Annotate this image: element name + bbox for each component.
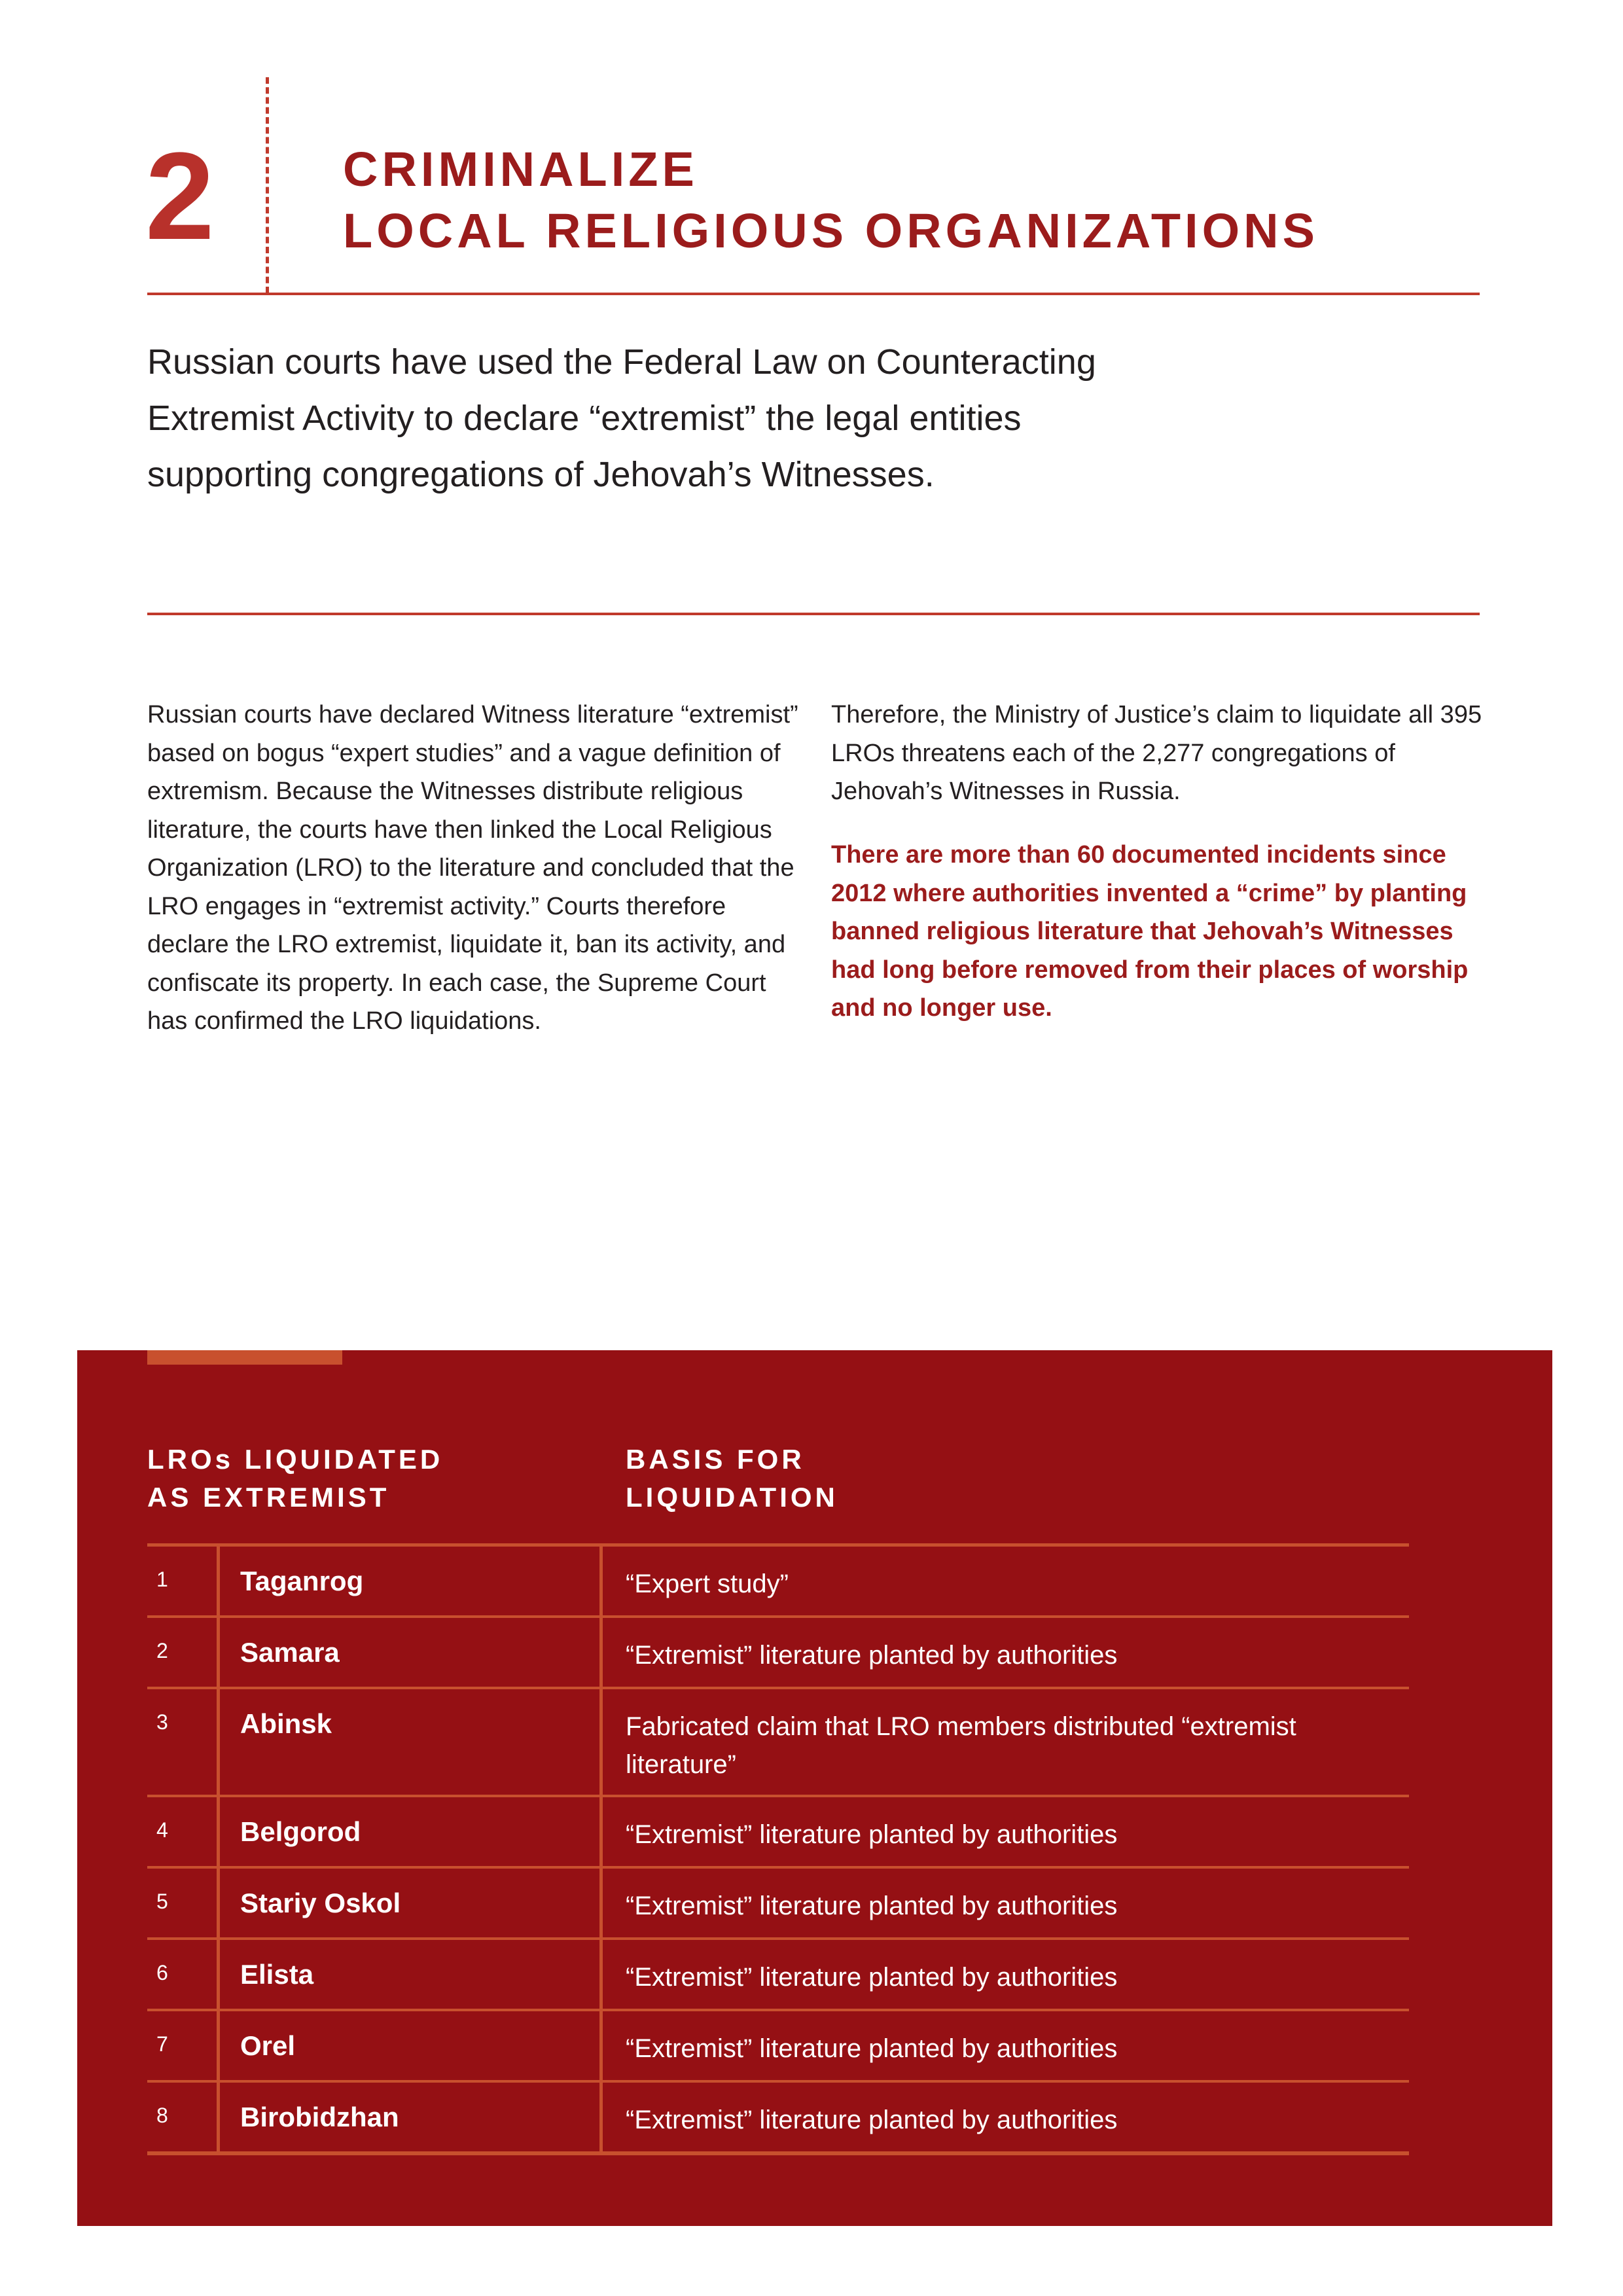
row-basis: “Extremist” literature planted by authorities: [626, 1963, 1118, 1992]
row-city: Taganrog: [240, 1566, 364, 1596]
row-number: 8: [156, 2104, 168, 2127]
dashed-divider: [266, 77, 269, 293]
top-rule: [147, 293, 1480, 295]
row-basis: “Extremist” literature planted by authorities: [626, 1892, 1118, 1920]
table-row: [147, 2011, 1409, 2083]
table-row: [147, 2083, 1409, 2155]
row-number: 3: [156, 1710, 168, 1734]
column-header-basis: [626, 1441, 838, 1516]
row-basis: “Extremist” literature planted by authorities: [626, 1820, 1118, 1849]
row-number: 1: [156, 1568, 168, 1591]
column-header-lros: [147, 1441, 443, 1516]
section-number: 2: [145, 127, 215, 266]
mid-rule: [147, 613, 1480, 615]
table-row: [147, 1618, 1409, 1689]
table-row: [147, 1547, 1409, 1618]
row-city: Birobidzhan: [240, 2102, 399, 2132]
table-row: [147, 1797, 1409, 1869]
intro-text: Russian courts have used the Federal Law on Counteracting Extremist Activity to declare “extremist” the legal entities supporting congregations of Jehovah’s Witnesses.: [147, 342, 1096, 494]
row-city: Abinsk: [240, 1708, 332, 1739]
row-number: 6: [156, 1961, 168, 1984]
row-basis: “Extremist” literature planted by authorities: [626, 2106, 1118, 2134]
body-left-paragraph: Russian courts have declared Witness literature “extremist” based on bogus “expert studies” and a vague definition of extremism. Because the Witnesses distribute religious literature, the courts have then linked the Local Religious Organization (LRO) to the literature and concluded that the LRO engages in “extremist activity.” Courts therefore declare the LRO extremist, liquidate it, ban its activity, and confiscate its property. In each case, the Supreme Court has confirmed the LRO liquidations.: [147, 701, 798, 1035]
row-number: 5: [156, 1890, 168, 1913]
panel-accent-bar: [147, 1350, 342, 1365]
table-row: [147, 1689, 1409, 1797]
row-city: Stariy Oskol: [240, 1888, 401, 1918]
row-city: Belgorod: [240, 1816, 361, 1847]
row-basis: “Expert study”: [626, 1570, 789, 1598]
row-basis: “Extremist” literature planted by authorities: [626, 1641, 1118, 1670]
section-title: [343, 139, 1319, 262]
row-basis: Fabricated claim that LRO members distributed “extremist literature”: [626, 1712, 1296, 1779]
table-row: [147, 1869, 1409, 1940]
row-city: Orel: [240, 2030, 296, 2061]
highlight-paragraph: There are more than 60 documented incidents since 2012 where authorities invented a “crime” by planting banned religious literature that Jehovah’s Witnesses had long before removed from their places of worship and no longer use.: [831, 841, 1469, 1022]
section-title-line-2: LOCAL RELIGIOUS ORGANIZATIONS: [343, 204, 1319, 258]
section-title-line-1: CRIMINALIZE: [343, 142, 698, 196]
column-header-basis-line-2: LIQUIDATION: [626, 1482, 838, 1513]
row-number: 7: [156, 2032, 168, 2056]
table-row: [147, 1940, 1409, 2011]
row-city: Samara: [240, 1637, 340, 1668]
column-header-lros-line-1: LROs LIQUIDATED: [147, 1444, 444, 1475]
column-header-lros-line-2: AS EXTREMIST: [147, 1482, 390, 1513]
body-right-paragraph: Therefore, the Ministry of Justice’s claim to liquidate all 395 LROs threatens each of the 2,277 congregations of Jehovah’s Witnesses in Russia.: [831, 701, 1482, 805]
row-number: 2: [156, 1639, 168, 1662]
column-header-basis-line-1: BASIS FOR: [626, 1444, 805, 1475]
row-basis: “Extremist” literature planted by authorities: [626, 2034, 1118, 2063]
row-number: 4: [156, 1818, 168, 1842]
lro-table-panel: [77, 1350, 1552, 2226]
row-city: Elista: [240, 1959, 314, 1990]
